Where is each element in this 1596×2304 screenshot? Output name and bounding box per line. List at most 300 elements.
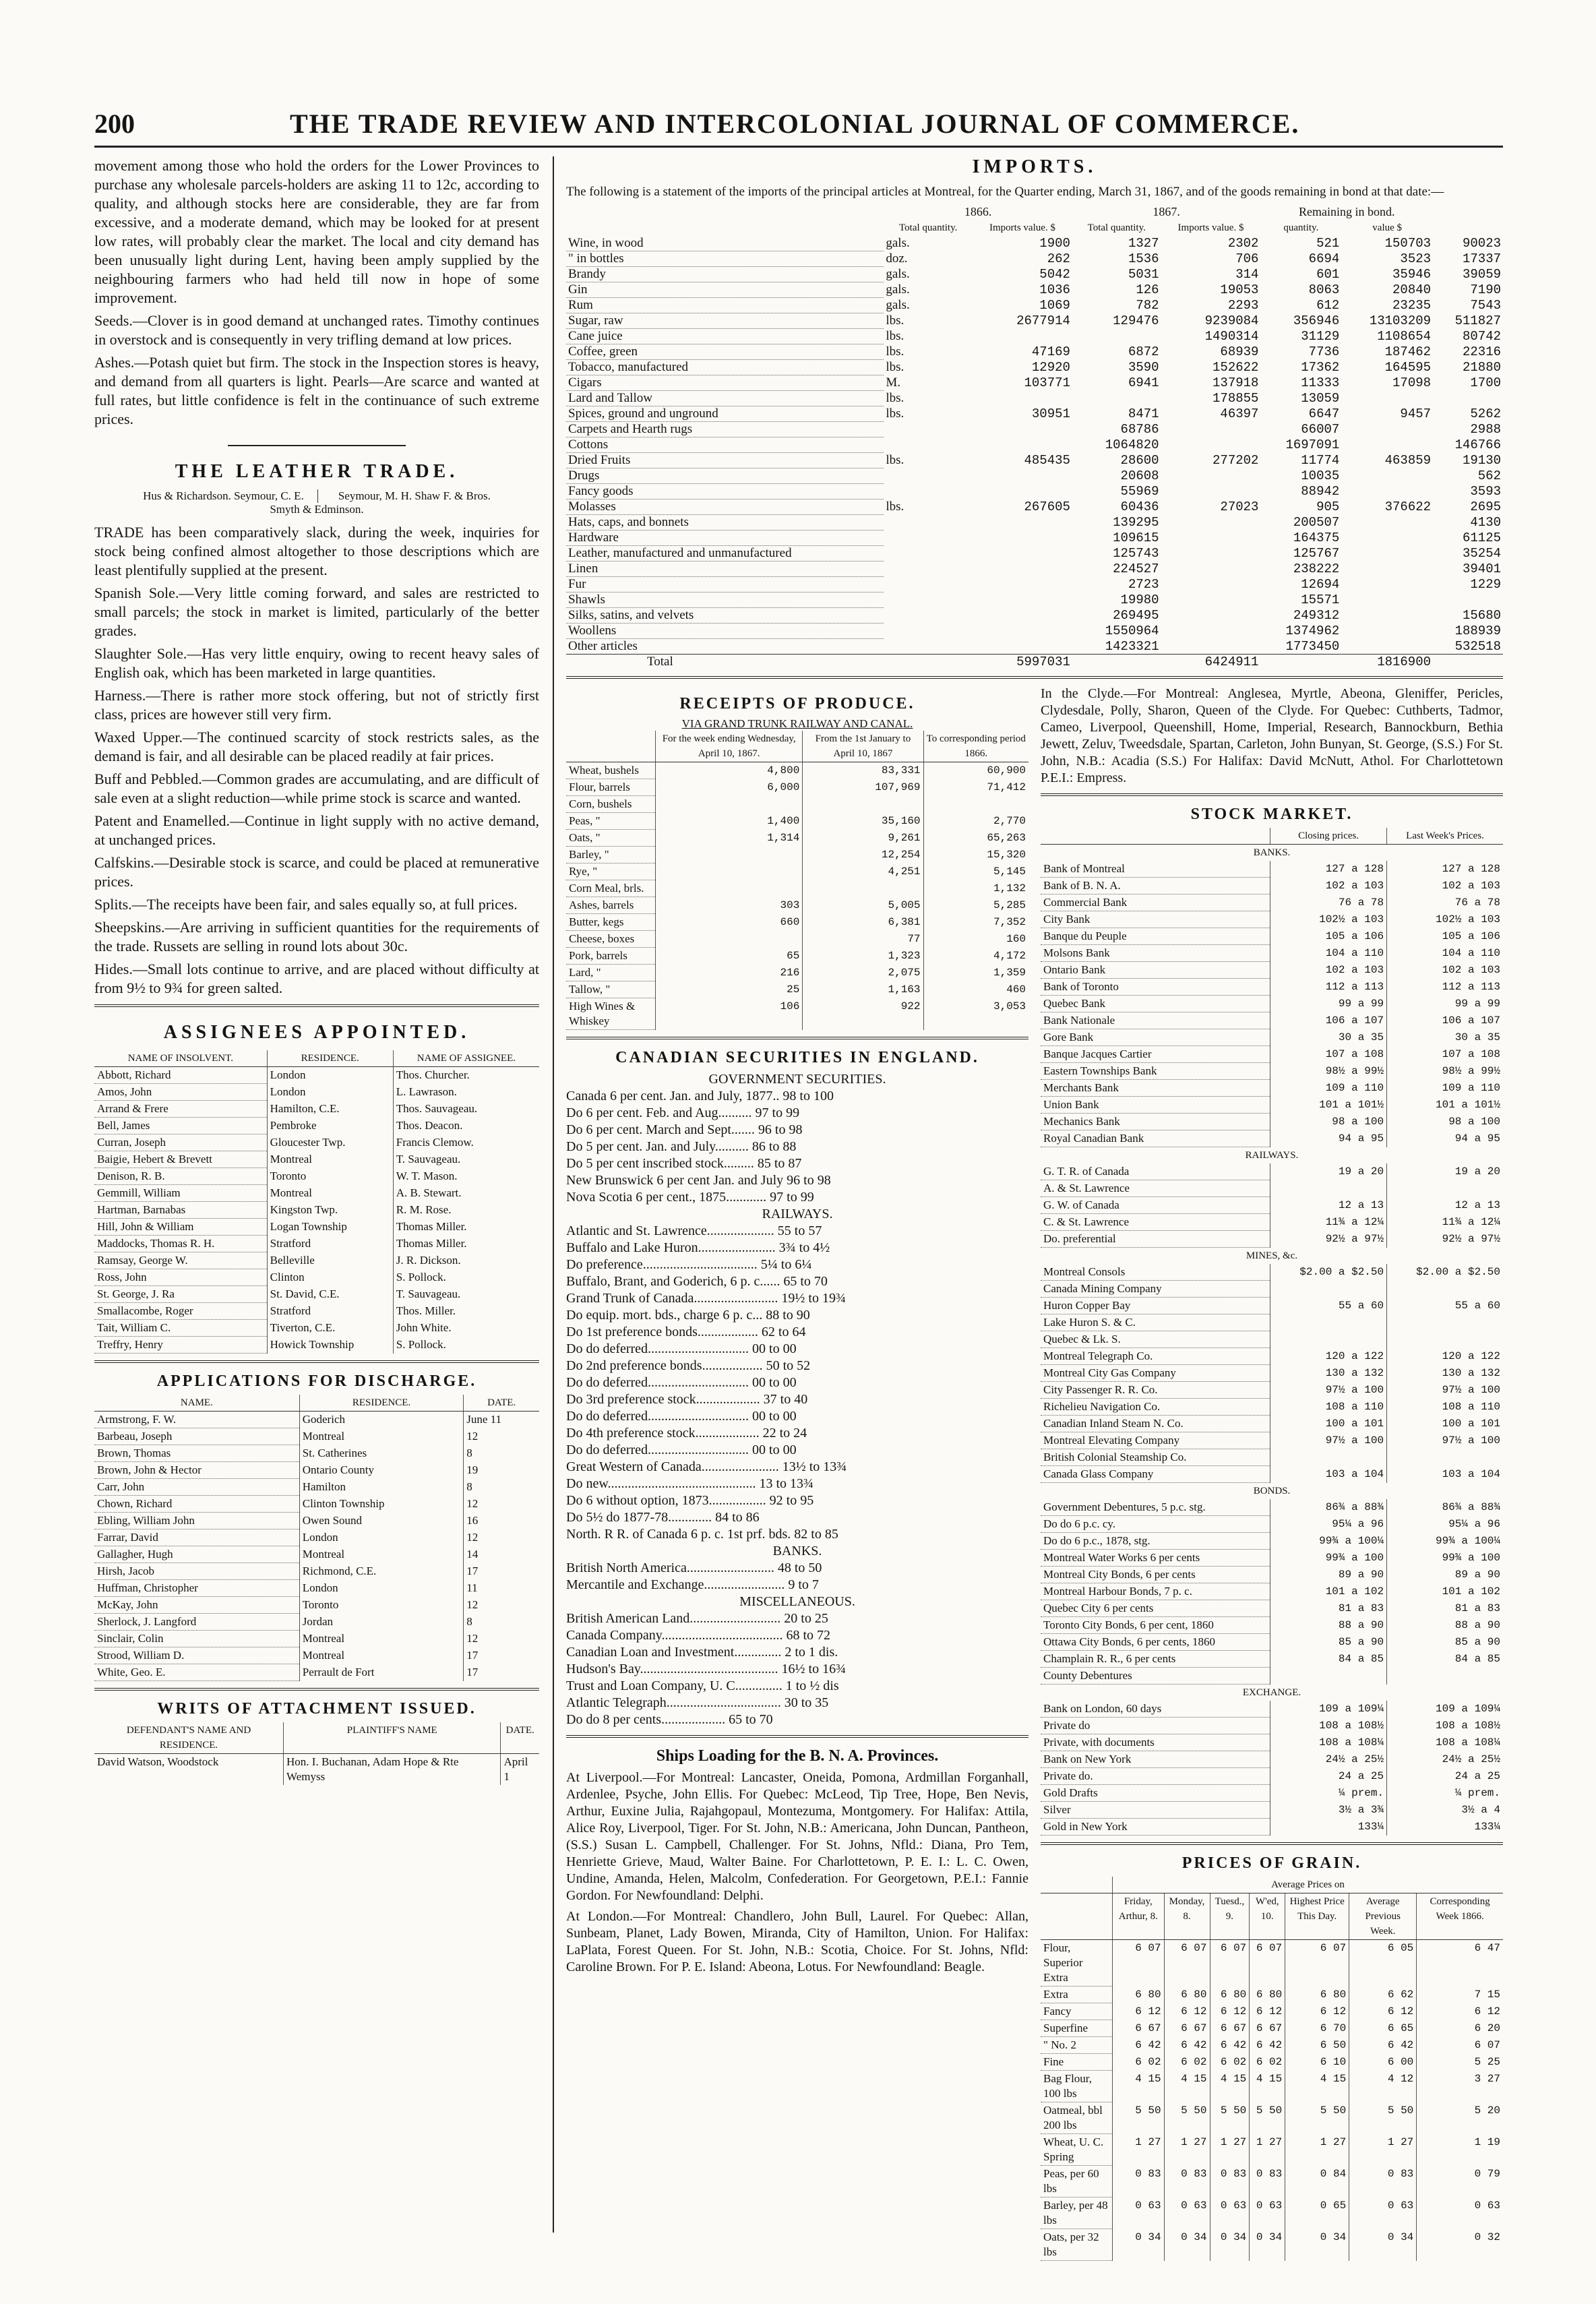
page-header [94, 108, 1503, 140]
table-cell: 94 a 95 [1270, 1130, 1387, 1147]
table-row [566, 914, 1029, 931]
table-cell: Canadian Inland Steam N. Co. [1041, 1416, 1270, 1432]
table-cell: 12694 [1301, 576, 1340, 592]
table-cell: 109 a 110 [1387, 1080, 1503, 1097]
table-cell: 6 67 [1164, 2020, 1210, 2037]
table-cell [803, 796, 923, 813]
table-cell: 55 a 60 [1387, 1298, 1503, 1314]
table-cell: 922 [803, 998, 923, 1030]
security-line: British North America.......................... 48 to 50 [566, 1560, 822, 1575]
security-line: Do do deferred.............................. 00 to 00 [566, 1375, 797, 1390]
table-cell [973, 530, 1072, 546]
table-cell: 1108654 [1377, 328, 1432, 344]
table-row [1041, 1499, 1503, 1516]
table-cell: 97½ a 100 [1270, 1382, 1387, 1399]
table-cell: Silks, satins, and velvets [566, 608, 884, 624]
total-value: 6424911 [1204, 655, 1259, 669]
col-header: Closing prices. [1270, 828, 1387, 845]
table-cell: 13059 [1301, 390, 1340, 406]
security-line: Do 5 per cent. Jan. and July.......... 86 to 88 [566, 1139, 797, 1154]
table-cell: 68939 [1220, 344, 1259, 359]
table-cell: Farrar, David [94, 1529, 299, 1546]
table-cell [1341, 593, 1433, 608]
table-row [94, 1067, 539, 1084]
table-cell: 39401 [1462, 561, 1501, 576]
table-cell [1387, 1281, 1503, 1298]
table-cell: 6 65 [1349, 2020, 1417, 2037]
table-row [1041, 1264, 1503, 1281]
firms-bottom: Smyth & Edminson. [270, 503, 364, 516]
table-cell: 4 15 [1285, 2071, 1349, 2102]
table-cell: 92½ a 97½ [1387, 1231, 1503, 1248]
table-row [1041, 1331, 1503, 1348]
table-cell [1161, 624, 1261, 639]
table-cell: 133¼ [1387, 1819, 1503, 1836]
table-cell: Bank on New York [1041, 1751, 1270, 1768]
table-cell: 101 a 102 [1387, 1583, 1503, 1600]
table-row [566, 406, 1503, 422]
leather-title: THE LEATHER TRADE. [175, 461, 459, 482]
table-cell: Banque Jacques Cartier [1041, 1046, 1270, 1063]
table-cell: 1 27 [1210, 2134, 1250, 2166]
table-cell: 7543 [1470, 297, 1501, 313]
table-cell: 98 a 100 [1387, 1114, 1503, 1130]
table-cell: 98½ a 99½ [1270, 1063, 1387, 1080]
table-row [566, 624, 1503, 639]
table-cell: Gloucester Twp. [267, 1134, 393, 1151]
table-cell: London [299, 1529, 464, 1546]
table-cell: 0 83 [1250, 2166, 1285, 2197]
table-subheading-row [1041, 1685, 1503, 1701]
writs-title: WRITS OF ATTACHMENT ISSUED. [157, 1700, 477, 1718]
table-row [566, 981, 1029, 998]
leather-paragraph: Sheepskins.—Are arriving in sufficient quantities for the requirements of the trade. Russets are selling in round lots about 30c. [94, 919, 539, 954]
page-number: 200 [94, 109, 135, 139]
table-cell: Banque du Peuple [1041, 928, 1270, 945]
table-row [566, 375, 1503, 391]
table-cell: 5262 [1470, 406, 1501, 421]
table-cell [1341, 577, 1433, 593]
table-cell: 5 20 [1417, 2102, 1503, 2134]
table-row [94, 1580, 539, 1597]
table-cell: 107 a 108 [1270, 1046, 1387, 1063]
table-row [1041, 1600, 1503, 1617]
table-cell: Coffee, green [566, 344, 884, 360]
table-cell: 1550964 [1105, 623, 1159, 638]
table-cell: 89 a 90 [1387, 1567, 1503, 1583]
table-row [566, 931, 1029, 948]
table-cell [1270, 1180, 1387, 1197]
table-cell: 249312 [1293, 607, 1340, 623]
table-row [1041, 1348, 1503, 1365]
table-cell: 102 a 103 [1270, 962, 1387, 979]
table-cell: Peas, " [566, 813, 656, 830]
table-cell: Arrand & Frere [94, 1101, 267, 1118]
table-cell: 12 [464, 1496, 539, 1513]
ships-title: Ships Loading for the B. N. A. Provinces. [656, 1747, 939, 1765]
grain-group-heading: Average Prices on [1113, 1877, 1503, 1893]
table-cell: ¼ prem. [1270, 1785, 1387, 1802]
table-cell: Quebec City 6 per cents [1041, 1600, 1270, 1617]
leather-paragraph: Hides.—Small lots continue to arrive, and are placed without difficulty at from 9½ to 9¾ for green salted. [94, 961, 539, 996]
table-cell: Lard and Tallow [566, 391, 884, 406]
security-line: Do 6 without option, 1873................. 92 to 95 [566, 1493, 814, 1508]
total-value: 1816900 [1377, 655, 1432, 669]
table-cell: gals. [886, 266, 910, 281]
table-cell: Corn, bushels [566, 796, 656, 813]
table-row [1041, 1080, 1503, 1097]
table-cell: Jordan [299, 1614, 464, 1631]
table-cell: 5,145 [923, 863, 1029, 880]
table-cell [1387, 1449, 1503, 1466]
table-cell: 1 19 [1417, 2134, 1503, 2166]
table-cell: Rye, " [566, 863, 656, 880]
table-row [566, 437, 1503, 453]
table-cell: 164375 [1293, 530, 1340, 545]
table-cell [973, 577, 1072, 593]
table-row [566, 562, 1503, 577]
table-cell: Eastern Townships Bank [1041, 1063, 1270, 1080]
table-cell: 6 00 [1349, 2054, 1417, 2071]
table-cell: 2302 [1227, 236, 1259, 251]
table-cell: 0 34 [1113, 2229, 1165, 2261]
table-cell [656, 880, 803, 897]
table-cell [973, 624, 1072, 639]
table-cell: 6941 [1128, 375, 1159, 390]
table-cell: 0 34 [1164, 2229, 1210, 2261]
table-cell: 103 a 104 [1270, 1466, 1387, 1483]
table-cell: 1,400 [656, 813, 803, 830]
table-cell: 109 a 109¼ [1270, 1701, 1387, 1718]
table-cell: 6 80 [1113, 1987, 1165, 2003]
table-cell: Cane juice [566, 329, 884, 344]
table-cell: 10035 [1301, 468, 1340, 483]
table-cell [803, 880, 923, 897]
table-row [566, 236, 1503, 251]
table-cell: Bank of Toronto [1041, 979, 1270, 996]
leather-paragraph: Buff and Pebbled.—Common grades are accumulating, and are difficult of sale even at a slight reduction—while prime stock is scarce and wanted. [94, 770, 539, 806]
header-rule [94, 146, 1503, 148]
table-cell: Montreal Telegraph Co. [1041, 1348, 1270, 1365]
table-cell [1161, 484, 1261, 499]
table-row [1041, 1634, 1503, 1651]
table-row [1041, 1449, 1503, 1466]
table-cell: gals. [886, 282, 910, 297]
ships-paragraph: At Liverpool.—For Montreal: Lancaster, Oneida, Pomona, Ardmillan Forganhall, Ardenlee, Psyche, John Ellis. For Quebec: McLeod, Tip Tree, Hope, Ben Nevis, Arthur, Euxine Julia, Rajahgopaul, Montezuma, Montgomery. For Halifax: Attila, Alice Roy, Liverpool, Tiger. For St. John, N.B.: Americana, John Duncan, Pantheon, (S.S.) Susan L. Campbell, Challenger. For St. Johns, Nfld.: Diana, Pro Tem, Henriette Grieve, Maud, Walter Baine. For Charlottetown, P. E. I.: L. C. Owen, Undine, Amanda, Helen, Malcolm, Confederation. For Georgetown, P.E.I.: Fannie Gordon. For Newfoundland: Delphi. [566, 1770, 1029, 1903]
table-row [94, 1614, 539, 1631]
leather-paragraph: TRADE has been comparatively slack, during the week, inquiries for stock being confined almost altogether to those descriptions which are least plentifully supplied at the present. [94, 524, 539, 578]
table-cell: Stratford [267, 1303, 393, 1320]
table-cell: 6 80 [1285, 1987, 1349, 2003]
table-cell: 6 07 [1113, 1940, 1165, 1987]
table-cell: 30951 [1031, 406, 1070, 421]
table-cell: Spices, ground and unground [566, 406, 884, 422]
stock-subheading: BANKS. [1253, 847, 1291, 858]
table-row [94, 1252, 539, 1269]
table-cell: Hamilton [299, 1479, 464, 1496]
col-header: To corresponding period 1866. [923, 731, 1029, 762]
table-row [94, 1428, 539, 1445]
table-cell: Brown, Thomas [94, 1445, 299, 1462]
discharge-table [94, 1395, 539, 1681]
table-cell: 97½ a 100 [1387, 1432, 1503, 1449]
table-subheading-row [1041, 1248, 1503, 1265]
table-cell: Hartman, Barnabas [94, 1202, 267, 1219]
table-cell: St. George, J. Ra [94, 1286, 267, 1303]
table-cell: 11¾ a 12¼ [1270, 1214, 1387, 1231]
table-cell: 1423321 [1105, 638, 1159, 654]
table-row [1041, 1785, 1503, 1802]
security-line: Do do deferred.............................. 00 to 00 [566, 1443, 797, 1457]
table-cell: Carpets and Hearth rugs [566, 422, 884, 437]
security-line: Buffalo and Lake Huron....................... 3¾ to 4½ [566, 1240, 830, 1255]
table-row [1041, 1281, 1503, 1298]
securities-list [566, 1071, 1029, 1728]
table-cell: Fancy goods [566, 484, 884, 499]
table-cell: Bank on London, 60 days [1041, 1701, 1270, 1718]
table-cell: 4 15 [1250, 2071, 1285, 2102]
table-row [1041, 2020, 1503, 2037]
table-cell: John White. [393, 1320, 539, 1337]
table-cell: 103 a 104 [1387, 1466, 1503, 1483]
table-row [1041, 945, 1503, 962]
table-cell: Fancy [1041, 2003, 1113, 2020]
table-cell: 1,323 [803, 948, 923, 965]
table-cell [1387, 1331, 1503, 1348]
table-cell: 1 27 [1250, 2134, 1285, 2166]
table-cell: Pork, barrels [566, 948, 656, 965]
table-row [1041, 1651, 1503, 1668]
table-cell: 15,320 [923, 847, 1029, 863]
table-cell [1341, 515, 1433, 530]
table-cell: 8 [464, 1445, 539, 1462]
table-cell [1270, 1668, 1387, 1685]
security-line: Canada 6 per cent. Jan. and July, 1877.. 98 to 100 [566, 1089, 834, 1103]
table-cell: 6 12 [1164, 2003, 1210, 2020]
table-cell: Logan Township [267, 1219, 393, 1236]
table-row [94, 1445, 539, 1462]
table-cell: 83,331 [803, 762, 923, 779]
table-row [566, 830, 1029, 847]
table-cell: 1697091 [1285, 437, 1340, 452]
table-cell: 1064820 [1105, 437, 1159, 452]
table-cell [1387, 1668, 1503, 1685]
table-row [566, 546, 1503, 562]
table-cell: M. [886, 375, 901, 390]
table-row [566, 360, 1503, 375]
table-cell: 146766 [1454, 437, 1501, 452]
total-value: 5997031 [1016, 655, 1070, 669]
security-line: Atlantic and St. Lawrence.................... 55 to 57 [566, 1223, 822, 1238]
table-cell: 12 [464, 1428, 539, 1445]
table-row [566, 499, 1503, 515]
table-cell: 6 80 [1250, 1987, 1285, 2003]
table-cell: 238222 [1293, 561, 1340, 576]
table-cell: doz. [886, 251, 908, 266]
table-cell: 6 02 [1210, 2054, 1250, 2071]
table-cell: Ramsay, George W. [94, 1252, 267, 1269]
table-cell: Corn Meal, brls. [566, 880, 656, 897]
seeds-paragraph: Seeds.—Clover is in good demand at unchanged rates. Timothy continues in overstock and is consequently in very trifling demand at low prices. [94, 312, 539, 348]
table-cell: 4,251 [803, 863, 923, 880]
table-row [566, 251, 1503, 267]
table-cell: London [267, 1067, 393, 1084]
table-row [94, 1462, 539, 1479]
table-cell: 160 [923, 931, 1029, 948]
table-cell: 1374962 [1285, 623, 1340, 638]
table-row [1041, 1718, 1503, 1734]
table-cell: 86¾ a 88¾ [1270, 1499, 1387, 1516]
table-cell: Tallow, " [566, 981, 656, 998]
table-cell: 90023 [1462, 236, 1501, 251]
table-cell: Drugs [566, 468, 884, 484]
table-cell: 6 07 [1164, 1940, 1210, 1987]
table-cell [884, 593, 973, 608]
table-cell: High Wines & Whiskey [566, 998, 656, 1030]
table-row [1041, 2037, 1503, 2054]
table-cell: 139295 [1113, 514, 1159, 530]
table-cell: 21880 [1462, 359, 1501, 375]
table-cell [1161, 546, 1261, 562]
table-cell: 1036 [1039, 282, 1070, 297]
security-line: Trust and Loan Company, U. C.............. 1 to ½ dis [566, 1678, 839, 1693]
table-cell: 107,969 [803, 779, 923, 796]
table-cell: lbs. [886, 328, 904, 343]
table-cell: lbs. [886, 406, 904, 421]
table-cell: S. Pollock. [393, 1269, 539, 1286]
table-cell [1341, 546, 1433, 562]
table-row [94, 1185, 539, 1202]
table-row [566, 863, 1029, 880]
table-cell [884, 468, 973, 484]
col-header: quantity. [1283, 222, 1319, 233]
table-cell: 6 02 [1250, 2054, 1285, 2071]
table-cell [1341, 639, 1433, 655]
table-cell: S. Pollock. [393, 1337, 539, 1354]
table-cell: April 1 [501, 1754, 539, 1786]
table-cell: R. M. Rose. [393, 1202, 539, 1219]
table-cell: Pembroke [267, 1118, 393, 1134]
journal-title: THE TRADE REVIEW AND INTERCOLONIAL JOURNAL OF COMMERCE. [290, 109, 1300, 139]
table-cell: Wine, in wood [566, 236, 884, 251]
table-cell: Gin [566, 282, 884, 298]
table-cell: 35254 [1462, 545, 1501, 561]
grain-table [1041, 1877, 1503, 2261]
table-cell: 3523 [1400, 251, 1432, 266]
table-cell: Royal Canadian Bank [1041, 1130, 1270, 1147]
table-cell: St. David, C.E. [267, 1286, 393, 1303]
table-cell: 485435 [1024, 452, 1070, 468]
table-cell: 5 25 [1417, 2054, 1503, 2071]
table-row [1041, 1382, 1503, 1399]
table-cell: Tiverton, C.E. [267, 1320, 393, 1337]
table-row [94, 1513, 539, 1529]
securities-title: CANADIAN SECURITIES IN ENGLAND. [615, 1049, 979, 1066]
table-cell: 60,900 [923, 762, 1029, 779]
receipts-table [566, 731, 1029, 1030]
table-cell: 88942 [1301, 483, 1340, 499]
table-cell: Extra [1041, 1987, 1113, 2003]
table-cell: 66007 [1301, 421, 1340, 437]
table-cell: Smallacombe, Roger [94, 1303, 267, 1320]
table-cell [973, 639, 1072, 655]
table-cell: Dried Fruits [566, 453, 884, 468]
table-cell: 0 83 [1210, 2166, 1250, 2197]
table-row [94, 1563, 539, 1580]
security-line: Canada Company.................................... 68 to 72 [566, 1628, 831, 1643]
table-cell: Montreal [299, 1546, 464, 1563]
table-cell: Leather, manufactured and unmanufactured [566, 546, 884, 562]
table-cell [884, 546, 973, 562]
security-line: Do 1st preference bonds.................. 62 to 64 [566, 1325, 806, 1339]
table-cell [973, 422, 1072, 437]
table-cell: 532518 [1454, 638, 1501, 654]
table-row [1041, 2134, 1503, 2166]
year-1867: 1867. [1153, 205, 1180, 218]
table-cell [1341, 437, 1433, 453]
table-cell: 187462 [1384, 344, 1432, 359]
table-cell: Montreal [299, 1428, 464, 1445]
receipts-subtitle: VIA GRAND TRUNK RAILWAY AND CANAL. [681, 717, 913, 730]
table-row [1041, 1298, 1503, 1314]
table-cell: 1773450 [1285, 638, 1340, 654]
table-cell [884, 562, 973, 577]
table-cell: 95¼ a 96 [1387, 1516, 1503, 1533]
table-cell: 17 [464, 1647, 539, 1664]
table-row [1041, 1533, 1503, 1550]
table-row [1041, 2054, 1503, 2071]
table-row [1041, 1734, 1503, 1751]
table-cell [1270, 1449, 1387, 1466]
securities-heading: GOVERNMENT SECURITIES. [708, 1072, 886, 1087]
table-cell [1433, 391, 1503, 406]
table-row [1041, 1701, 1503, 1718]
table-row [94, 1754, 539, 1786]
table-cell: Other articles [566, 639, 884, 655]
table-cell: 104 a 110 [1387, 945, 1503, 962]
ships-section [566, 1769, 1029, 1976]
table-row [1041, 861, 1503, 878]
table-row [566, 329, 1503, 344]
securities-heading: MISCELLANEOUS. [739, 1594, 855, 1609]
table-cell: Oatmeal, bbl 200 lbs [1041, 2102, 1113, 2134]
table-cell [1161, 593, 1261, 608]
table-cell: 277202 [1213, 452, 1259, 468]
table-row [94, 1337, 539, 1354]
lower-right-right [1041, 686, 1503, 2261]
table-cell [1072, 391, 1161, 406]
table-cell: Bag Flour, 100 lbs [1041, 2071, 1113, 2102]
table-cell: 3590 [1128, 359, 1159, 375]
table-row [1041, 962, 1503, 979]
table-cell [1341, 624, 1433, 639]
table-cell: 6 67 [1113, 2020, 1165, 2037]
table-cell: 130 a 132 [1270, 1365, 1387, 1382]
section-rule [566, 676, 1503, 679]
table-cell: Montreal Harbour Bonds, 7 p. c. [1041, 1583, 1270, 1600]
table-cell: " No. 2 [1041, 2037, 1113, 2054]
table-cell: 6 67 [1250, 2020, 1285, 2037]
table-cell: 60436 [1120, 499, 1159, 514]
table-row [1041, 895, 1503, 911]
table-cell: 12 [464, 1529, 539, 1546]
table-cell: June 11 [464, 1412, 539, 1428]
table-cell: Molsons Bank [1041, 945, 1270, 962]
table-row [566, 484, 1503, 499]
table-subheading-row [1041, 1483, 1503, 1500]
table-cell: 6 02 [1164, 2054, 1210, 2071]
table-cell: 102 a 103 [1387, 962, 1503, 979]
